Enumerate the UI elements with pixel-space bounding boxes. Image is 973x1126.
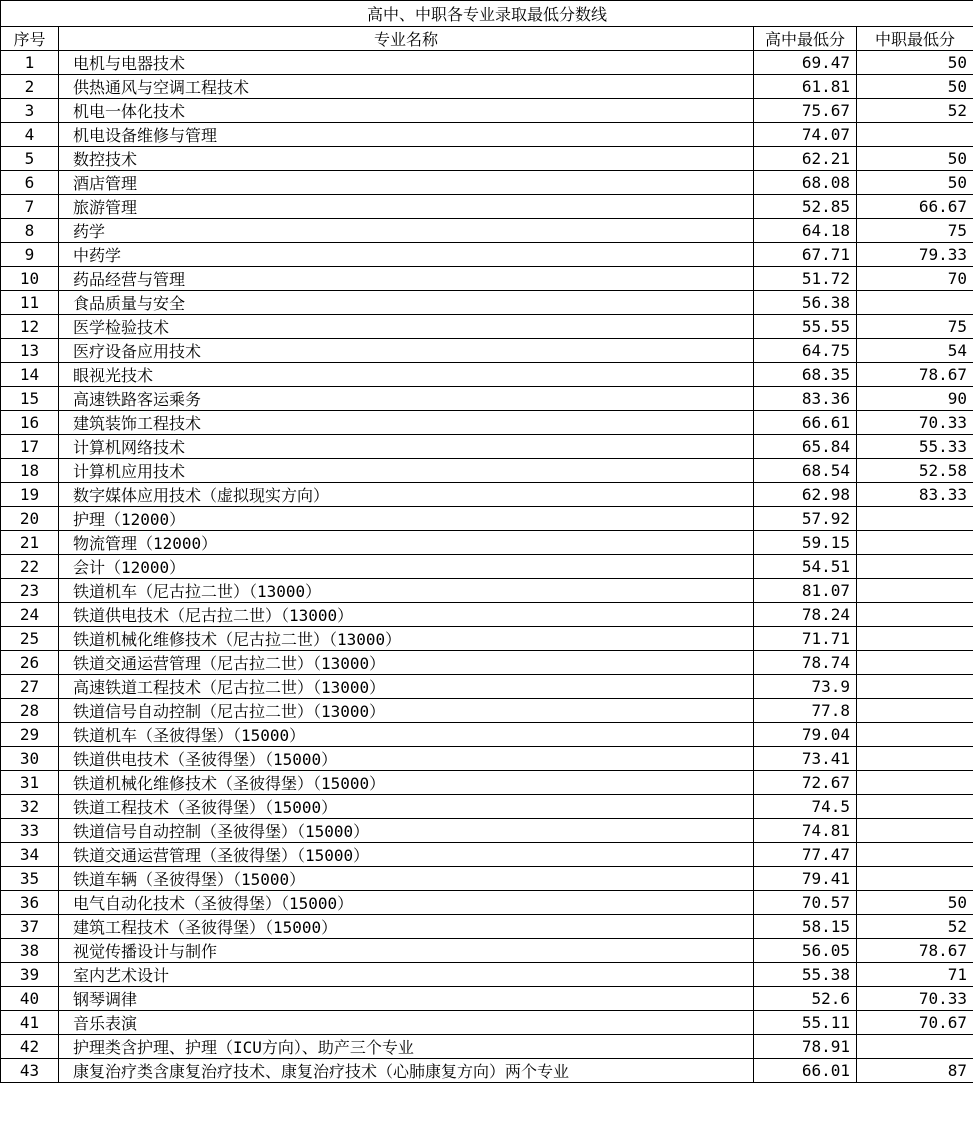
table-row [1, 243, 973, 267]
table-row [1, 1059, 973, 1083]
table-row [1, 387, 973, 411]
table-row [1, 315, 973, 339]
row-highschool-min: 55.38 [754, 963, 857, 987]
row-vocational-min: 50 [857, 75, 973, 99]
table-row [1, 939, 973, 963]
row-major-name: 眼视光技术 [59, 363, 754, 387]
row-index: 33 [1, 819, 59, 843]
row-major-name: 铁道信号自动控制（尼古拉二世）（13000） [59, 699, 754, 723]
row-index: 31 [1, 771, 59, 795]
row-highschool-min: 65.84 [754, 435, 857, 459]
table-row [1, 531, 973, 555]
table-row [1, 171, 973, 195]
row-vocational-min [857, 843, 973, 867]
row-major-name: 高速铁道工程技术（尼古拉二世）（13000） [59, 675, 754, 699]
row-index: 3 [1, 99, 59, 123]
row-vocational-min [857, 531, 973, 555]
row-vocational-min: 50 [857, 51, 973, 75]
row-index: 39 [1, 963, 59, 987]
row-index: 1 [1, 51, 59, 75]
row-highschool-min: 66.01 [754, 1059, 857, 1083]
row-highschool-min: 77.47 [754, 843, 857, 867]
row-index: 41 [1, 1011, 59, 1035]
row-major-name: 医学检验技术 [59, 315, 754, 339]
row-major-name: 铁道交通运营管理（圣彼得堡）（15000） [59, 843, 754, 867]
row-highschool-min: 56.05 [754, 939, 857, 963]
row-index: 11 [1, 291, 59, 315]
row-vocational-min: 50 [857, 171, 973, 195]
table-row [1, 963, 973, 987]
row-index: 26 [1, 651, 59, 675]
row-highschool-min: 74.81 [754, 819, 857, 843]
row-major-name: 物流管理（12000） [59, 531, 754, 555]
row-vocational-min [857, 723, 973, 747]
row-major-name: 建筑装饰工程技术 [59, 411, 754, 435]
row-index: 25 [1, 627, 59, 651]
row-index: 10 [1, 267, 59, 291]
table-row [1, 699, 973, 723]
row-major-name: 高速铁路客运乘务 [59, 387, 754, 411]
row-index: 28 [1, 699, 59, 723]
row-highschool-min: 72.67 [754, 771, 857, 795]
row-index: 29 [1, 723, 59, 747]
row-major-name: 铁道机车（圣彼得堡）（15000） [59, 723, 754, 747]
row-vocational-min: 79.33 [857, 243, 973, 267]
row-highschool-min: 78.24 [754, 603, 857, 627]
table-row [1, 603, 973, 627]
row-index: 13 [1, 339, 59, 363]
row-major-name: 旅游管理 [59, 195, 754, 219]
row-highschool-min: 54.51 [754, 555, 857, 579]
row-vocational-min: 54 [857, 339, 973, 363]
row-vocational-min: 71 [857, 963, 973, 987]
row-highschool-min: 56.38 [754, 291, 857, 315]
table-row [1, 363, 973, 387]
row-major-name: 数字媒体应用技术（虚拟现实方向） [59, 483, 754, 507]
row-major-name: 护理类含护理、护理（ICU方向）、助产三个专业 [59, 1035, 754, 1059]
row-vocational-min: 78.67 [857, 363, 973, 387]
row-vocational-min [857, 747, 973, 771]
row-highschool-min: 78.74 [754, 651, 857, 675]
row-index: 4 [1, 123, 59, 147]
table-row [1, 771, 973, 795]
row-vocational-min [857, 867, 973, 891]
table-row [1, 1035, 973, 1059]
row-highschool-min: 57.92 [754, 507, 857, 531]
row-highschool-min: 67.71 [754, 243, 857, 267]
header-major-name: 专业名称 [59, 27, 754, 51]
table-row [1, 819, 973, 843]
row-major-name: 会计（12000） [59, 555, 754, 579]
row-index: 15 [1, 387, 59, 411]
table-row [1, 555, 973, 579]
table-row [1, 987, 973, 1011]
row-highschool-min: 77.8 [754, 699, 857, 723]
row-highschool-min: 51.72 [754, 267, 857, 291]
row-major-name: 电机与电器技术 [59, 51, 754, 75]
row-index: 6 [1, 171, 59, 195]
row-vocational-min [857, 627, 973, 651]
row-major-name: 室内艺术设计 [59, 963, 754, 987]
row-index: 23 [1, 579, 59, 603]
row-major-name: 中药学 [59, 243, 754, 267]
row-highschool-min: 71.71 [754, 627, 857, 651]
row-major-name: 铁道交通运营管理（尼古拉二世）（13000） [59, 651, 754, 675]
row-major-name: 铁道机械化维修技术（圣彼得堡）（15000） [59, 771, 754, 795]
row-highschool-min: 83.36 [754, 387, 857, 411]
row-highschool-min: 68.08 [754, 171, 857, 195]
row-highschool-min: 62.98 [754, 483, 857, 507]
row-highschool-min: 55.11 [754, 1011, 857, 1035]
row-vocational-min: 75 [857, 315, 973, 339]
table-row [1, 99, 973, 123]
row-highschool-min: 64.18 [754, 219, 857, 243]
row-highschool-min: 70.57 [754, 891, 857, 915]
row-highschool-min: 52.6 [754, 987, 857, 1011]
row-vocational-min: 90 [857, 387, 973, 411]
header-highschool-min: 高中最低分 [754, 27, 857, 51]
row-index: 9 [1, 243, 59, 267]
row-major-name: 机电一体化技术 [59, 99, 754, 123]
row-vocational-min [857, 651, 973, 675]
row-highschool-min: 64.75 [754, 339, 857, 363]
table-row [1, 675, 973, 699]
row-index: 22 [1, 555, 59, 579]
row-highschool-min: 79.41 [754, 867, 857, 891]
row-vocational-min: 52.58 [857, 459, 973, 483]
table-row [1, 915, 973, 939]
row-vocational-min: 50 [857, 147, 973, 171]
row-major-name: 数控技术 [59, 147, 754, 171]
row-major-name: 铁道机械化维修技术（尼古拉二世）（13000） [59, 627, 754, 651]
table-row [1, 219, 973, 243]
row-vocational-min [857, 675, 973, 699]
row-vocational-min: 70.33 [857, 411, 973, 435]
table-row [1, 483, 973, 507]
row-index: 2 [1, 75, 59, 99]
row-index: 14 [1, 363, 59, 387]
header-vocational-min: 中职最低分 [857, 27, 973, 51]
row-highschool-min: 62.21 [754, 147, 857, 171]
row-major-name: 铁道供电技术（圣彼得堡）（15000） [59, 747, 754, 771]
row-vocational-min [857, 771, 973, 795]
row-index: 36 [1, 891, 59, 915]
row-vocational-min: 52 [857, 99, 973, 123]
row-vocational-min: 55.33 [857, 435, 973, 459]
row-major-name: 康复治疗类含康复治疗技术、康复治疗技术（心肺康复方向）两个专业 [59, 1059, 754, 1083]
row-vocational-min [857, 1035, 973, 1059]
row-vocational-min [857, 579, 973, 603]
row-vocational-min: 52 [857, 915, 973, 939]
row-vocational-min [857, 795, 973, 819]
table-row [1, 123, 973, 147]
table-body [1, 51, 973, 1083]
row-index: 7 [1, 195, 59, 219]
table-row [1, 51, 973, 75]
table-row [1, 1011, 973, 1035]
row-highschool-min: 78.91 [754, 1035, 857, 1059]
row-vocational-min [857, 603, 973, 627]
row-index: 40 [1, 987, 59, 1011]
header-row [1, 27, 973, 51]
row-index: 16 [1, 411, 59, 435]
table-title: 高中、中职各专业录取最低分数线 [1, 1, 973, 27]
row-major-name: 计算机网络技术 [59, 435, 754, 459]
row-major-name: 铁道机车（尼古拉二世）（13000） [59, 579, 754, 603]
row-major-name: 电气自动化技术（圣彼得堡）（15000） [59, 891, 754, 915]
row-major-name: 铁道工程技术（圣彼得堡）（15000） [59, 795, 754, 819]
row-major-name: 药品经营与管理 [59, 267, 754, 291]
row-index: 43 [1, 1059, 59, 1083]
row-highschool-min: 74.07 [754, 123, 857, 147]
row-index: 34 [1, 843, 59, 867]
row-major-name: 机电设备维修与管理 [59, 123, 754, 147]
row-index: 38 [1, 939, 59, 963]
row-index: 5 [1, 147, 59, 171]
row-index: 12 [1, 315, 59, 339]
table-row [1, 723, 973, 747]
row-index: 37 [1, 915, 59, 939]
row-vocational-min: 75 [857, 219, 973, 243]
row-major-name: 计算机应用技术 [59, 459, 754, 483]
row-major-name: 铁道供电技术（尼古拉二世）（13000） [59, 603, 754, 627]
row-index: 27 [1, 675, 59, 699]
table-row [1, 267, 973, 291]
row-highschool-min: 75.67 [754, 99, 857, 123]
table-row [1, 411, 973, 435]
table-row [1, 843, 973, 867]
row-major-name: 建筑工程技术（圣彼得堡）（15000） [59, 915, 754, 939]
row-index: 21 [1, 531, 59, 555]
row-index: 42 [1, 1035, 59, 1059]
row-vocational-min: 78.67 [857, 939, 973, 963]
row-major-name: 食品质量与安全 [59, 291, 754, 315]
table-row [1, 867, 973, 891]
row-vocational-min [857, 699, 973, 723]
row-highschool-min: 81.07 [754, 579, 857, 603]
table-row [1, 459, 973, 483]
row-vocational-min: 70.67 [857, 1011, 973, 1035]
row-highschool-min: 52.85 [754, 195, 857, 219]
row-major-name: 铁道车辆（圣彼得堡）（15000） [59, 867, 754, 891]
row-vocational-min: 83.33 [857, 483, 973, 507]
row-index: 24 [1, 603, 59, 627]
row-index: 35 [1, 867, 59, 891]
row-vocational-min [857, 555, 973, 579]
row-vocational-min [857, 507, 973, 531]
table-row [1, 747, 973, 771]
row-major-name: 药学 [59, 219, 754, 243]
row-major-name: 视觉传播设计与制作 [59, 939, 754, 963]
row-highschool-min: 68.54 [754, 459, 857, 483]
row-highschool-min: 73.9 [754, 675, 857, 699]
row-highschool-min: 73.41 [754, 747, 857, 771]
table-row [1, 507, 973, 531]
row-major-name: 音乐表演 [59, 1011, 754, 1035]
table-row [1, 627, 973, 651]
row-highschool-min: 69.47 [754, 51, 857, 75]
row-vocational-min: 87 [857, 1059, 973, 1083]
title-row [1, 1, 973, 27]
row-highschool-min: 58.15 [754, 915, 857, 939]
row-highschool-min: 61.81 [754, 75, 857, 99]
table-row [1, 291, 973, 315]
row-major-name: 酒店管理 [59, 171, 754, 195]
table-row [1, 795, 973, 819]
table-row [1, 651, 973, 675]
table-row [1, 75, 973, 99]
row-vocational-min: 70 [857, 267, 973, 291]
row-major-name: 供热通风与空调工程技术 [59, 75, 754, 99]
row-vocational-min: 70.33 [857, 987, 973, 1011]
row-index: 32 [1, 795, 59, 819]
header-index: 序号 [1, 27, 59, 51]
row-highschool-min: 79.04 [754, 723, 857, 747]
table-row [1, 579, 973, 603]
row-highschool-min: 55.55 [754, 315, 857, 339]
row-highschool-min: 74.5 [754, 795, 857, 819]
table-row [1, 339, 973, 363]
table-row [1, 435, 973, 459]
row-major-name: 钢琴调律 [59, 987, 754, 1011]
row-vocational-min [857, 123, 973, 147]
row-vocational-min [857, 291, 973, 315]
row-index: 30 [1, 747, 59, 771]
row-index: 8 [1, 219, 59, 243]
row-vocational-min: 66.67 [857, 195, 973, 219]
row-index: 17 [1, 435, 59, 459]
table-row [1, 195, 973, 219]
row-major-name: 医疗设备应用技术 [59, 339, 754, 363]
row-vocational-min: 50 [857, 891, 973, 915]
row-index: 20 [1, 507, 59, 531]
row-highschool-min: 68.35 [754, 363, 857, 387]
row-major-name: 护理（12000） [59, 507, 754, 531]
row-index: 19 [1, 483, 59, 507]
row-vocational-min [857, 819, 973, 843]
table-row [1, 147, 973, 171]
row-index: 18 [1, 459, 59, 483]
row-major-name: 铁道信号自动控制（圣彼得堡）（15000） [59, 819, 754, 843]
row-highschool-min: 66.61 [754, 411, 857, 435]
table-row [1, 891, 973, 915]
row-highschool-min: 59.15 [754, 531, 857, 555]
